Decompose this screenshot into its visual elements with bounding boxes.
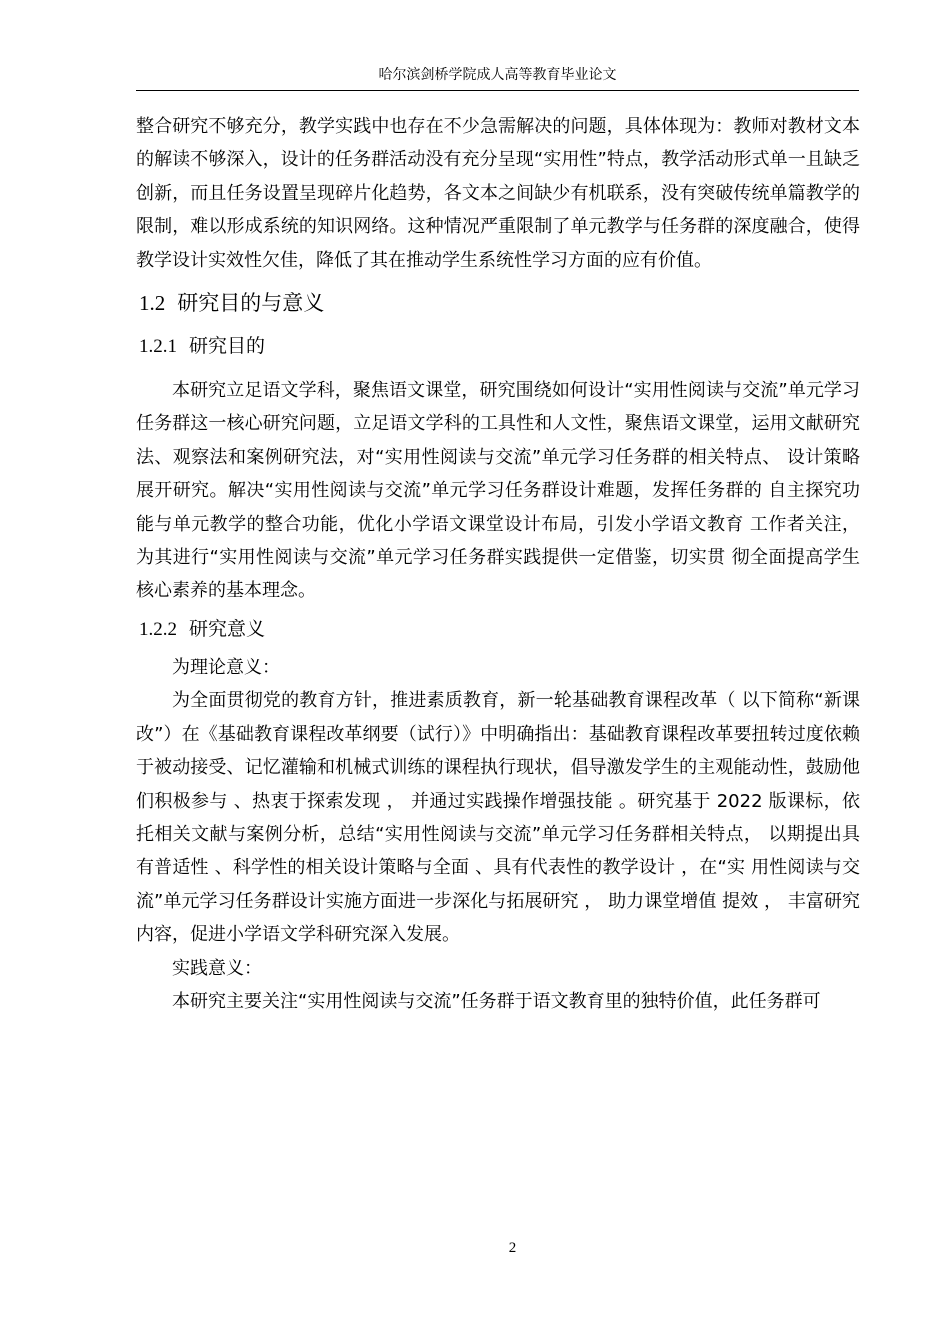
section-heading-1-2 (136, 281, 860, 325)
section-number: 1.2 (139, 291, 166, 316)
theory-label: 为理论意义： (172, 656, 280, 678)
practice-label: 实践意义： (172, 957, 262, 979)
subsection-number: 1.2.1 (139, 336, 177, 358)
running-header: 哈尔滨剑桥学院成人高等教育毕业论文 (136, 64, 859, 91)
subsection-heading-1-2-2 (136, 608, 860, 651)
subsection-heading-1-2-1 (136, 325, 860, 368)
subsection-title: 研究意义 (189, 617, 266, 640)
purpose-paragraph: 本研究立足语文学科，聚焦语文课堂，研究围绕如何设计“实用性阅读与交流”单元学习任务群这一核心研究问题，立足语文学科的工具性和人文性，聚焦语文课堂，运用文献研究法、观察法和案例研究法，对“实用性阅读与交流”单元学习任务群的相关特点、 设计策略展开研究。解决“实用性阅读与交流”单元学习任务群设计难题，发挥任务群的 自主探究功能与单元教学的整合功能，优化小学语文课堂设计布局，引发小学语文教育 工作者关注，为其进行“实用性阅读与交流”单元学习任务群实践提供一定借鉴，切实贯 彻全面提高学生核心素养的基本理念。 (136, 380, 860, 602)
theory-paragraph: 为全面贯彻党的教育方针，推进素质教育，新一轮基础教育课程改革（ 以下简称“新课改”）在《基础教育课程改革纲要（试行）》中明确指出：基础教育课程改革要扭转过度依赖于被动接受、记忆灌输和机械式训练的课程执行现状，倡导激发学生的主观能动性，鼓励他们积极参与 、热衷于探索发现 ， 并通过实践操作增强技能 。研究基于 2022 版课标，依托相关文献与案例分析，总结“实用性阅读与交流”单元学习任务群相关特点， 以期提出具有普适性 、科学性的相关设计策略与全面 、具有代表性的教学设计 ，在“实 用性阅读与交流”单元学习任务群设计实施方面进一步深化与拓展研究 ， 助力课堂增值 提效 ， 丰富研究内容，促进小学语文学科研究深入发展。 (136, 690, 860, 946)
section-title: 研究目的与意义 (177, 291, 325, 316)
subsection-title: 研究目的 (189, 335, 266, 358)
intro-paragraph: 整合研究不够充分，教学实践中也存在不少急需解决的问题，具体体现为：教师对教材文本的解读不够深入，设计的任务群活动没有充分呈现“实用性”特点，教学活动形式单一且缺乏创新，而且任务设置呈现碎片化趋势，各文本之间缺少有机联系，没有突破传统单篇教学的限制，难以形成系统的知识网络。这种情况严重限制了单元教学与任务群的深度融合，使得教学设计实效性欠佳，降低了其在推动学生系统性学习方面的应有价值。 (136, 116, 860, 271)
document-body (136, 110, 860, 1018)
practice-paragraph: 本研究主要关注“实用性阅读与交流”任务群于语文教育里的独特价值，此任务群可 (172, 990, 821, 1012)
subsection-number: 1.2.2 (139, 618, 177, 640)
page-number: 2 (508, 1240, 517, 1256)
